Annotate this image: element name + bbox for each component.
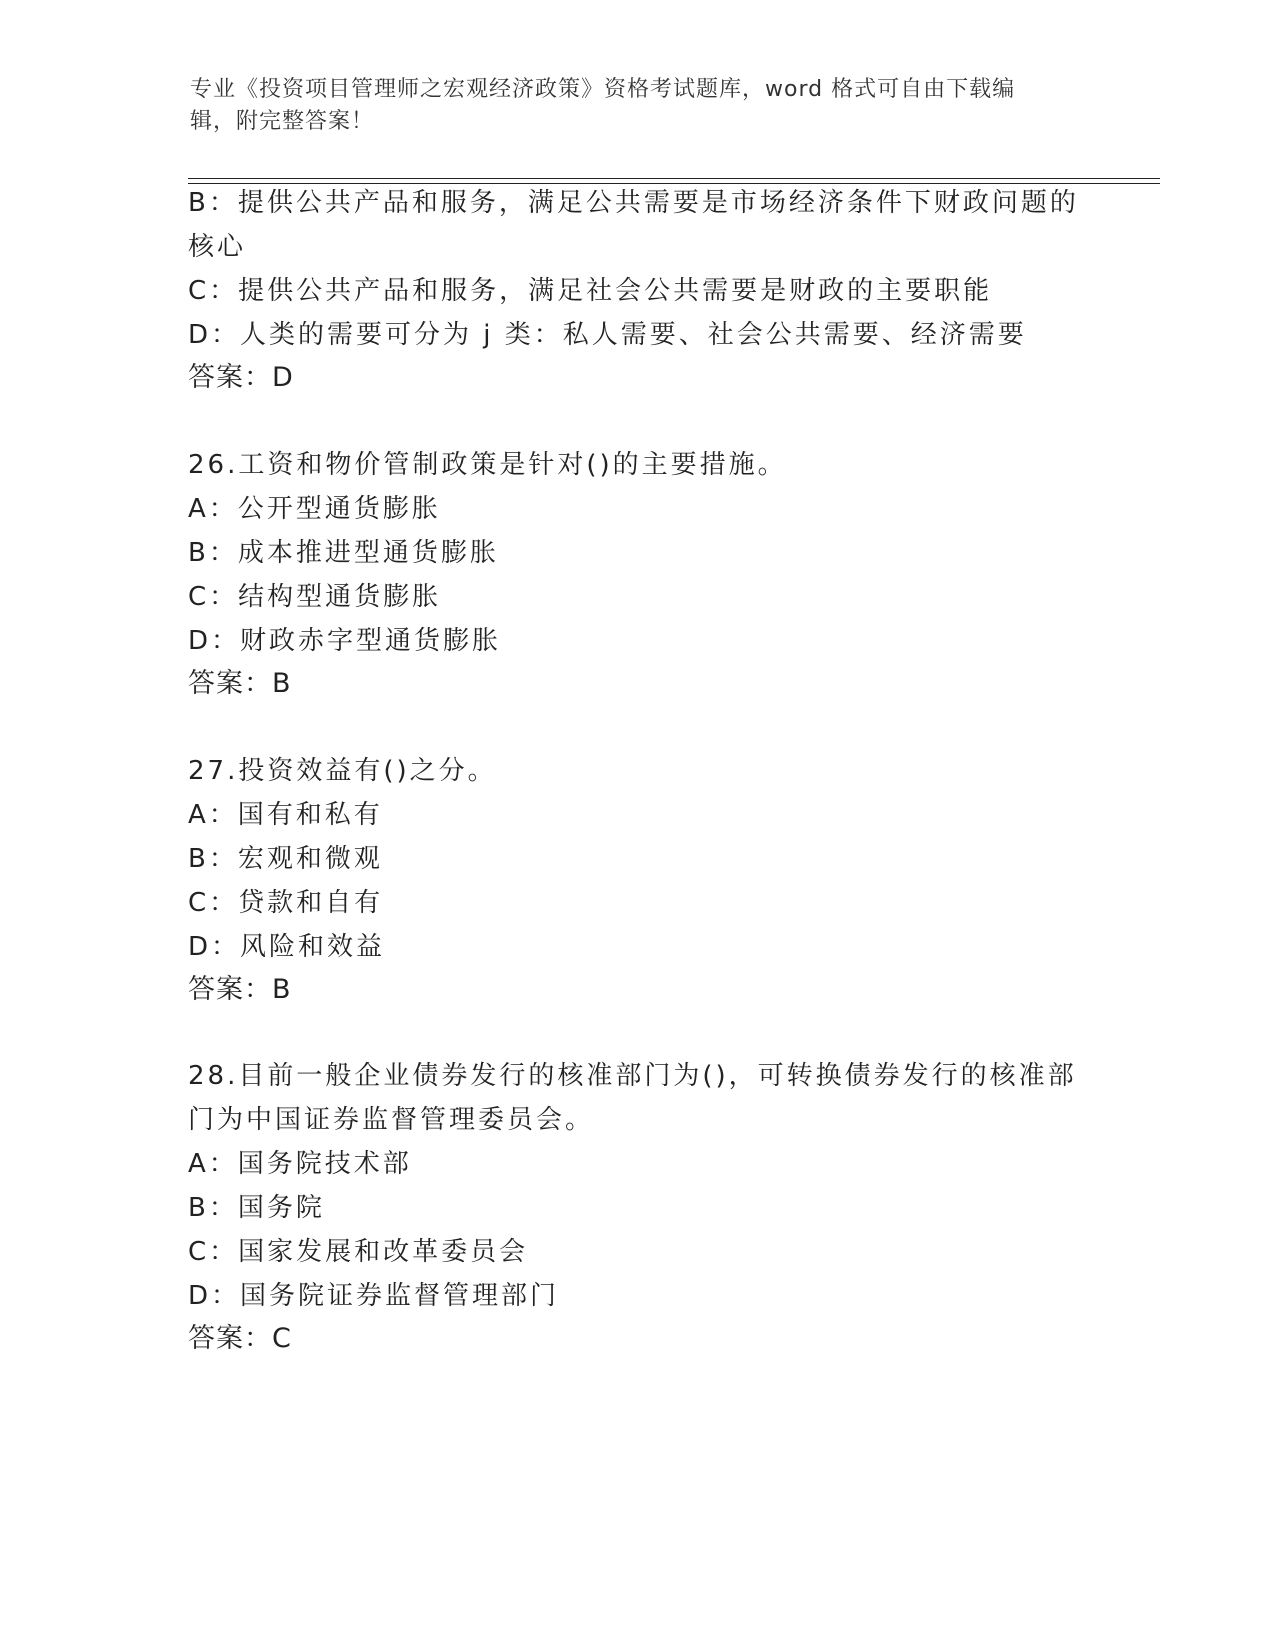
document-header <box>190 74 1090 138</box>
q26-answer: 答案：B <box>188 668 292 699</box>
q26-question: 26.工资和物价管制政策是针对()的主要措施。 <box>188 450 787 480</box>
q28-answer: 答案：C <box>188 1323 292 1354</box>
q25-option-c: C：提供公共产品和服务，满足社会公共需要是财政的主要职能 <box>188 276 993 306</box>
header-divider-top <box>188 178 1160 179</box>
q26-option-a: A：公开型通货膨胀 <box>188 494 441 524</box>
header-divider-bottom <box>188 183 1160 184</box>
q26-option-b: B：成本推进型通货膨胀 <box>188 538 499 568</box>
q28-option-d: D：国务院证券监督管理部门 <box>188 1281 560 1311</box>
q27-option-a: A：国有和私有 <box>188 800 383 830</box>
q25-option-d: D：人类的需要可分为 j 类：私人需要、社会公共需要、经济需要 <box>188 320 1027 350</box>
q27-answer: 答案：B <box>188 974 292 1005</box>
q28-option-c: C：国家发展和改革委员会 <box>188 1237 529 1267</box>
q26-option-c: C：结构型通货膨胀 <box>188 582 442 612</box>
header-line-1: 专业《投资项目管理师之宏观经济政策》资格考试题库，word 格式可自由下载编 <box>190 77 1016 102</box>
q27-question: 27.投资效益有()之分。 <box>188 756 497 786</box>
q28-option-a: A：国务院技术部 <box>188 1149 412 1179</box>
q28-question-line2: 门为中国证券监督管理委员会。 <box>188 1105 595 1135</box>
q25-option-b-line2: 核心 <box>188 232 247 262</box>
q25-answer: 答案：D <box>188 362 294 393</box>
q27-option-d: D：风险和效益 <box>188 932 386 962</box>
q26-option-d: D：财政赤字型通货膨胀 <box>188 626 502 656</box>
q27-option-c: C：贷款和自有 <box>188 888 384 918</box>
q25-option-b-line1: B：提供公共产品和服务，满足公共需要是市场经济条件下财政问题的 <box>188 188 1079 218</box>
q28-question-line1: 28.目前一般企业债券发行的核准部门为()，可转换债券发行的核准部 <box>188 1061 1077 1091</box>
header-line-2: 辑，附完整答案！ <box>190 109 375 134</box>
q27-option-b: B：宏观和微观 <box>188 844 383 874</box>
q28-option-b: B：国务院 <box>188 1193 325 1223</box>
